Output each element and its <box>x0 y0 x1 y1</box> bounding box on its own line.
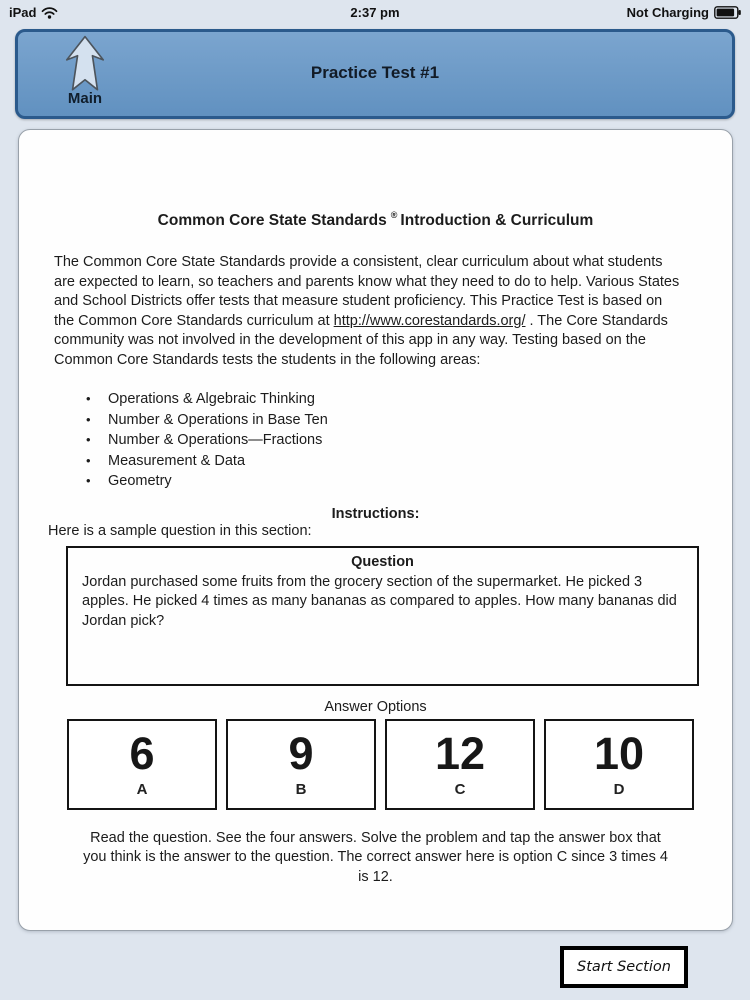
answer-option-a[interactable] <box>67 719 217 810</box>
bullet-icon: • <box>86 432 91 447</box>
answer-options-label: Answer Options <box>324 698 427 715</box>
content-title-main: Common Core State Standards <box>157 212 387 229</box>
content-title <box>19 210 732 230</box>
sample-question-intro: Here is a sample question in this section: <box>48 522 312 539</box>
content-card <box>18 129 733 931</box>
answer-value: 10 <box>593 728 645 779</box>
answer-value: 9 <box>288 728 314 779</box>
answer-option-c[interactable] <box>385 719 535 810</box>
question-heading: Question <box>351 553 414 570</box>
clock: 2:37 pm <box>350 4 400 20</box>
answer-letter: A <box>136 781 148 798</box>
page-title: Practice Test #1 <box>310 63 440 82</box>
answer-letter: D <box>613 781 625 798</box>
footer <box>0 946 750 988</box>
list-item <box>86 471 732 492</box>
explanation-text: Read the question. See the four answers. Solve the problem and tap the answer box that you think is the answer to the question. The correct answer here is option C since 3 times 4 is 12. <box>83 829 668 885</box>
intro-text-after: . The Core Standards community was not involved in the development of this app in any way. Testing based on the Common Core Standards tests the students in the following areas: <box>54 312 668 368</box>
list-item-label: Number & Operations in Base Ten <box>108 411 328 428</box>
bullet-icon: • <box>86 411 91 427</box>
answer-value: 6 <box>129 728 155 779</box>
answer-value: 12 <box>434 728 486 779</box>
status-bar <box>0 0 750 24</box>
question-text: Jordan purchased some fruits from the grocery section of the supermarket. He picked 3 apples. He picked 4 times as many bananas as compared to apples. How many bananas did Jordan pick? <box>82 573 677 629</box>
instructions-heading: Instructions: <box>331 505 420 522</box>
start-section-button[interactable]: Start Section <box>560 946 688 988</box>
list-item-label: Geometry <box>108 473 172 489</box>
bullet-icon: • <box>86 473 91 488</box>
bullet-icon: • <box>86 391 91 406</box>
battery-status-label: Not Charging <box>626 4 709 20</box>
list-item <box>86 451 732 472</box>
list-item-label: Number & Operations—Fractions <box>108 432 323 448</box>
device-label: iPad <box>9 4 37 20</box>
intro-text-before: The Common Core State Standards provide a consistent, clear curriculum about what students are expected to learn, so teachers and parents know what they need to do to help. Various States and School Districts offer tests that measure student proficiency. This Practice Test is based on the Common Core Standards curriculum at <box>54 254 680 329</box>
bullet-icon: • <box>86 452 91 468</box>
areas-list <box>86 389 732 492</box>
answer-option-d[interactable] <box>544 719 694 810</box>
question-box <box>66 546 699 686</box>
list-item-label: Operations & Algebraic Thinking <box>108 391 315 407</box>
list-item <box>86 430 732 451</box>
list-item <box>86 410 732 431</box>
corestandards-link[interactable]: http://www.corestandards.org/ <box>333 312 526 329</box>
answer-letter: B <box>295 781 307 798</box>
answer-letter: C <box>454 781 466 798</box>
list-item <box>86 389 732 410</box>
intro-paragraph <box>54 253 682 370</box>
main-back-label: Main <box>67 90 103 107</box>
nav-bar <box>15 29 735 119</box>
answer-option-b[interactable] <box>226 719 376 810</box>
list-item-label: Measurement & Data <box>108 452 246 469</box>
answers-row <box>67 719 694 810</box>
content-title-rest: Introduction & Curriculum <box>400 212 594 229</box>
registered-mark: ® <box>390 210 398 220</box>
